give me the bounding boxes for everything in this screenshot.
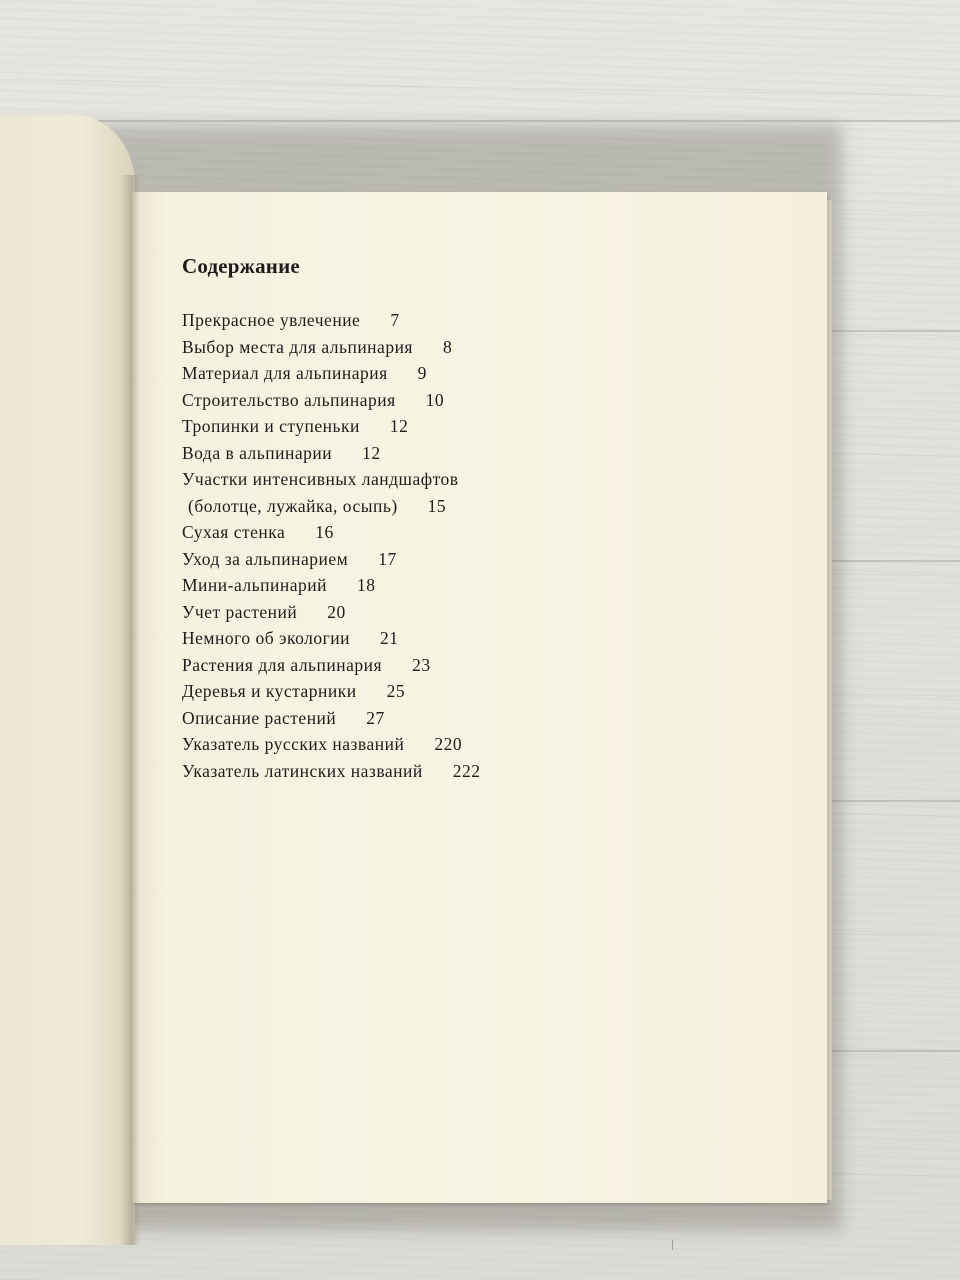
- toc-entry-page-number: 12: [389, 416, 409, 436]
- toc-entry: [182, 334, 802, 361]
- toc-entry-page-number: 9: [417, 363, 427, 383]
- toc-entry-title: Мини-альпинарий: [182, 575, 327, 595]
- toc-entry-title: Указатель русских названий: [182, 734, 405, 754]
- toc-entry: [182, 678, 802, 705]
- toc-entry: [182, 466, 802, 519]
- toc-entry-page-number: 27: [366, 707, 385, 728]
- toc-entry-page-number: 18: [356, 575, 376, 595]
- toc-entry-title-continued: [182, 493, 802, 520]
- toc-entry: [182, 652, 802, 679]
- left-page: [0, 115, 135, 1245]
- toc-entry-page-number: 220: [434, 734, 463, 754]
- contents-page: [132, 192, 827, 1203]
- toc-entry: [182, 546, 802, 573]
- toc-entry-page-number: 20: [327, 601, 346, 622]
- toc-entry-title: Вода в альпинарии: [182, 442, 333, 463]
- toc-entry: [182, 599, 802, 626]
- toc-entry: [182, 705, 802, 732]
- toc-entry-page-number: 23: [412, 654, 431, 675]
- toc-entry: [182, 360, 802, 387]
- toc-entry-page-number: 25: [386, 681, 406, 701]
- toc-entry-title: Строительство альпинария: [182, 389, 396, 410]
- toc-entry-page-number: 12: [362, 442, 381, 463]
- toc-entry-title: Сухая стенка: [182, 522, 286, 542]
- toc-entry-title: Учет растений: [182, 601, 298, 622]
- toc-list: [182, 307, 802, 784]
- page-speck: [672, 1240, 673, 1250]
- toc-entry-title: Указатель латинских названий: [182, 760, 423, 781]
- toc-title: Содержание: [182, 254, 300, 278]
- toc-entry-page-number: 7: [390, 310, 400, 330]
- toc-entry-title: Растения для альпинария: [182, 654, 383, 675]
- toc-entry: [182, 625, 802, 652]
- toc-entry-title: Уход за альпинарием: [182, 548, 349, 569]
- toc-entry: [182, 572, 802, 599]
- toc-entry-title: Материал для альпинария: [182, 363, 388, 383]
- toc-entry-title: Деревья и кустарники: [182, 681, 357, 701]
- toc-entry: [182, 731, 802, 758]
- toc-entry-title: Выбор места для альпинария: [182, 336, 413, 357]
- toc-entry-page-number: 16: [315, 522, 334, 542]
- toc-entry: [182, 387, 802, 414]
- toc-entry: [182, 413, 802, 440]
- toc-entry-page-number: 21: [380, 628, 399, 648]
- toc-entry-page-number: 8: [442, 336, 453, 357]
- toc-entry-title: Описание растений: [182, 707, 337, 728]
- toc-entry: [182, 519, 802, 546]
- toc-entry-page-number: 17: [378, 548, 397, 569]
- toc-entry-page-number: 10: [425, 389, 445, 410]
- toc-entry-page-number: 222: [452, 760, 481, 781]
- toc-entry-page-number: 15: [427, 495, 447, 516]
- open-book: [0, 115, 842, 1230]
- toc-entry: [182, 440, 802, 467]
- book-gutter: [120, 175, 140, 1245]
- toc-entry: [182, 758, 802, 785]
- toc-entry-title: Немного об экологии: [182, 628, 351, 648]
- toc-entry-title: Участки интенсивных ландшафтов: [182, 469, 459, 489]
- toc-entry-title: Прекрасное увлечение: [182, 310, 361, 330]
- toc-entry: [182, 307, 802, 334]
- table-of-contents: [182, 254, 802, 784]
- toc-entry-title-continued-text: (болотце, лужайка, осыпь): [188, 495, 398, 516]
- toc-entry-title: Тропинки и ступеньки: [182, 416, 360, 436]
